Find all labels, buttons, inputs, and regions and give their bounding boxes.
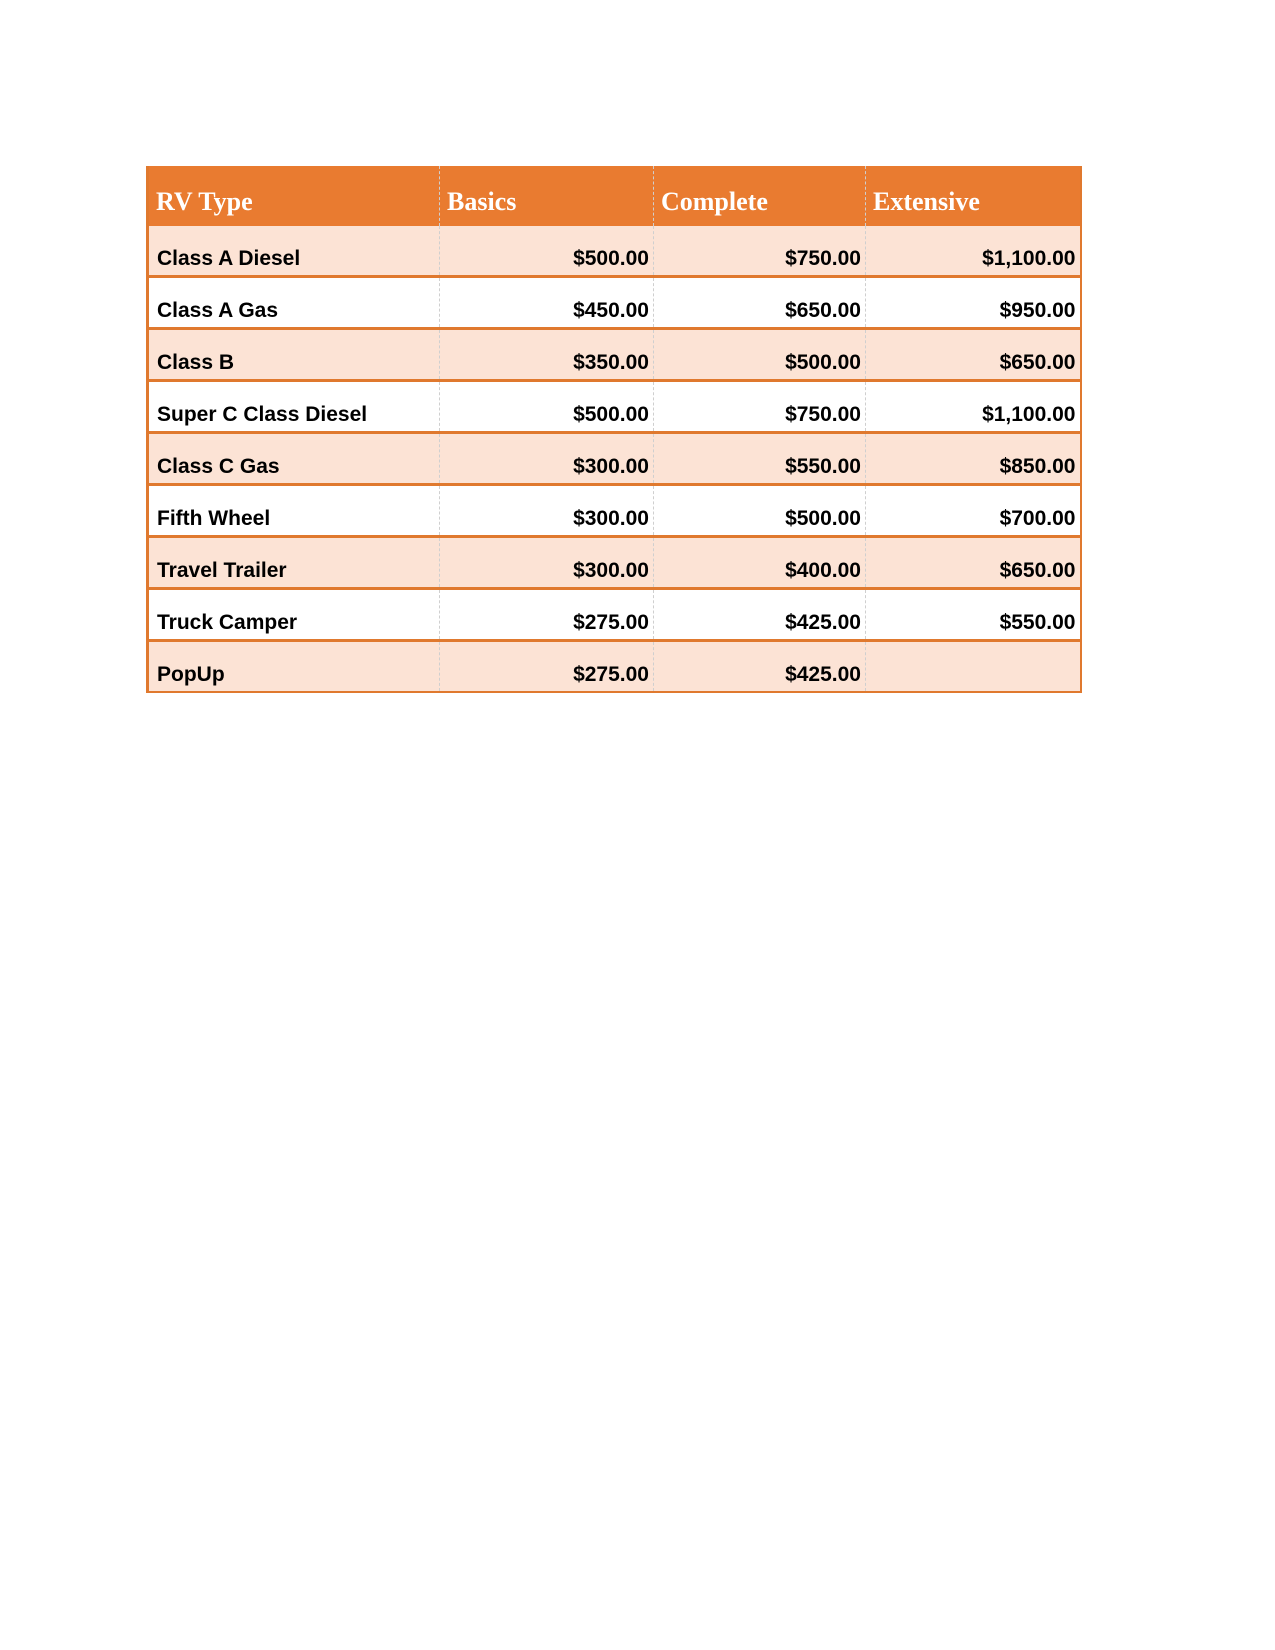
- cell-extensive: $850.00: [866, 433, 1081, 485]
- cell-basics: $500.00: [440, 381, 654, 433]
- cell-basics: $500.00: [440, 226, 654, 277]
- cell-basics: $275.00: [440, 589, 654, 641]
- cell-complete: $500.00: [654, 485, 866, 537]
- table-row: [148, 641, 1081, 693]
- cell-complete: $425.00: [654, 641, 866, 693]
- table-row: [148, 485, 1081, 537]
- cell-rv-type: Travel Trailer: [148, 537, 440, 589]
- column-header-complete[interactable]: Complete: [654, 166, 866, 226]
- cell-complete: $650.00: [654, 277, 866, 329]
- column-header-basics[interactable]: Basics: [440, 166, 654, 226]
- cell-extensive: $700.00: [866, 485, 1081, 537]
- cell-complete: $400.00: [654, 537, 866, 589]
- table-row: [148, 433, 1081, 485]
- table-row: [148, 226, 1081, 277]
- cell-extensive: $650.00: [866, 329, 1081, 381]
- cell-basics: $350.00: [440, 329, 654, 381]
- cell-basics: $300.00: [440, 433, 654, 485]
- cell-rv-type: Class A Diesel: [148, 226, 440, 277]
- cell-rv-type: Class A Gas: [148, 277, 440, 329]
- cell-rv-type: Truck Camper: [148, 589, 440, 641]
- cell-basics: $450.00: [440, 277, 654, 329]
- table-row: [148, 381, 1081, 433]
- table-body: [148, 226, 1081, 692]
- table-row: [148, 277, 1081, 329]
- cell-rv-type: Class B: [148, 329, 440, 381]
- cell-complete: $425.00: [654, 589, 866, 641]
- table-header-row: [148, 166, 1081, 226]
- cell-extensive: $1,100.00: [866, 381, 1081, 433]
- rv-service-pricing-table: [146, 166, 1082, 693]
- cell-complete: $750.00: [654, 226, 866, 277]
- column-header-rv-type[interactable]: RV Type: [148, 166, 440, 226]
- column-header-extensive[interactable]: Extensive: [866, 166, 1081, 226]
- cell-basics: $300.00: [440, 485, 654, 537]
- cell-complete: $750.00: [654, 381, 866, 433]
- table-row: [148, 537, 1081, 589]
- cell-extensive: $650.00: [866, 537, 1081, 589]
- cell-extensive: [866, 641, 1081, 693]
- cell-extensive: $550.00: [866, 589, 1081, 641]
- cell-rv-type: PopUp: [148, 641, 440, 693]
- cell-complete: $500.00: [654, 329, 866, 381]
- table-row: [148, 589, 1081, 641]
- cell-rv-type: Class C Gas: [148, 433, 440, 485]
- cell-basics: $300.00: [440, 537, 654, 589]
- cell-basics: $275.00: [440, 641, 654, 693]
- cell-complete: $550.00: [654, 433, 866, 485]
- pricing-table-container: [146, 166, 1079, 693]
- cell-rv-type: Super C Class Diesel: [148, 381, 440, 433]
- table-row: [148, 329, 1081, 381]
- cell-extensive: $1,100.00: [866, 226, 1081, 277]
- cell-extensive: $950.00: [866, 277, 1081, 329]
- cell-rv-type: Fifth Wheel: [148, 485, 440, 537]
- table-header: [148, 166, 1081, 226]
